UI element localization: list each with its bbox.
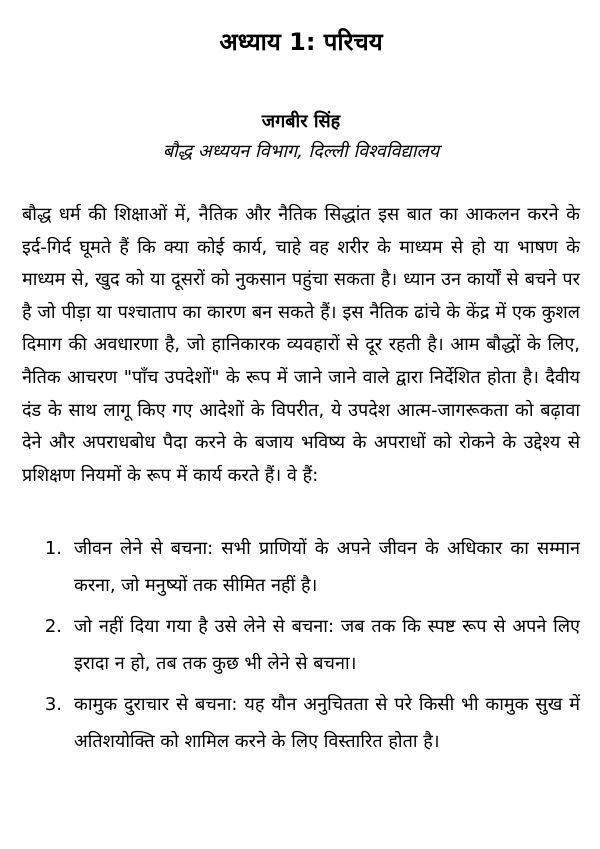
list-item-text: जो नहीं दिया गया है उसे लेने से बचना: जब तक कि स्पष्ट रूप से अपने लिए इरादा न हो, तब तक कुछ भी लेने से बचना।: [74, 616, 580, 675]
list-item-text: कामुक दुराचार से बचना: यह यौन अनुचितता से परे किसी भी कामुक सुख में अतिशयोक्ति को शामिल करने के लिए विस्तारित होता है।: [74, 694, 580, 753]
author-affiliation: बौद्ध अध्ययन विभाग, दिल्ली विश्वविद्यालय: [162, 141, 440, 162]
chapter-title: अध्याय 1: परिचय: [219, 28, 383, 56]
intro-paragraph: बौद्ध धर्म की शिक्षाओं में, नैतिक और नैतिक सिद्धांत इस बात का आकलन करने के इर्द-गिर्द घूमते हैं कि क्या कोई कार्य, चाहे वह शरीर के माध्यम से हो या भाषण के माध्यम से, खुद को या दूसरों को नुकसान पहुंचा सकता है। ध्यान उन कार्यों से बचने पर है जो पीड़ा या पश्चाताप का कारण बन सकते हैं। इस नैतिक ढांचे के केंद्र में एक कुशल दिमाग की अवधारणा है, जो हानिकारक व्यवहारों से दूर रहती है। आम बौद्धों के लिए, नैतिक आचरण "पाँच उपदेशों" के रूप में जाने जाने वाले द्वारा निर्देशित होता है। दैवीय दंड के साथ लागू किए गए आदेशों के विपरीत, ये उपदेश आत्म-जागरूकता को बढ़ावा देने और अपराधबोध पैदा करने के बजाय भविष्य के अपराधों को रोकने के उद्देश्य से प्रशिक्षण नियमों के रूप में कार्य करते हैं। वे हैं:: [22, 204, 580, 486]
list-item: [22, 608, 580, 682]
list-item-number: 3.: [44, 694, 62, 716]
list-item: [22, 530, 580, 604]
list-item-text: जीवन लेने से बचना: सभी प्राणियों के अपने जीवन के अधिकार का सम्मान करना, जो मनुष्यों तक सीमित नहीं है।: [74, 538, 580, 597]
precepts-list: [22, 530, 580, 760]
list-item-number: 2.: [44, 616, 62, 638]
list-item-number: 1.: [44, 538, 62, 560]
list-item: [22, 686, 580, 760]
author-name: जगबीर सिंह: [261, 111, 341, 132]
